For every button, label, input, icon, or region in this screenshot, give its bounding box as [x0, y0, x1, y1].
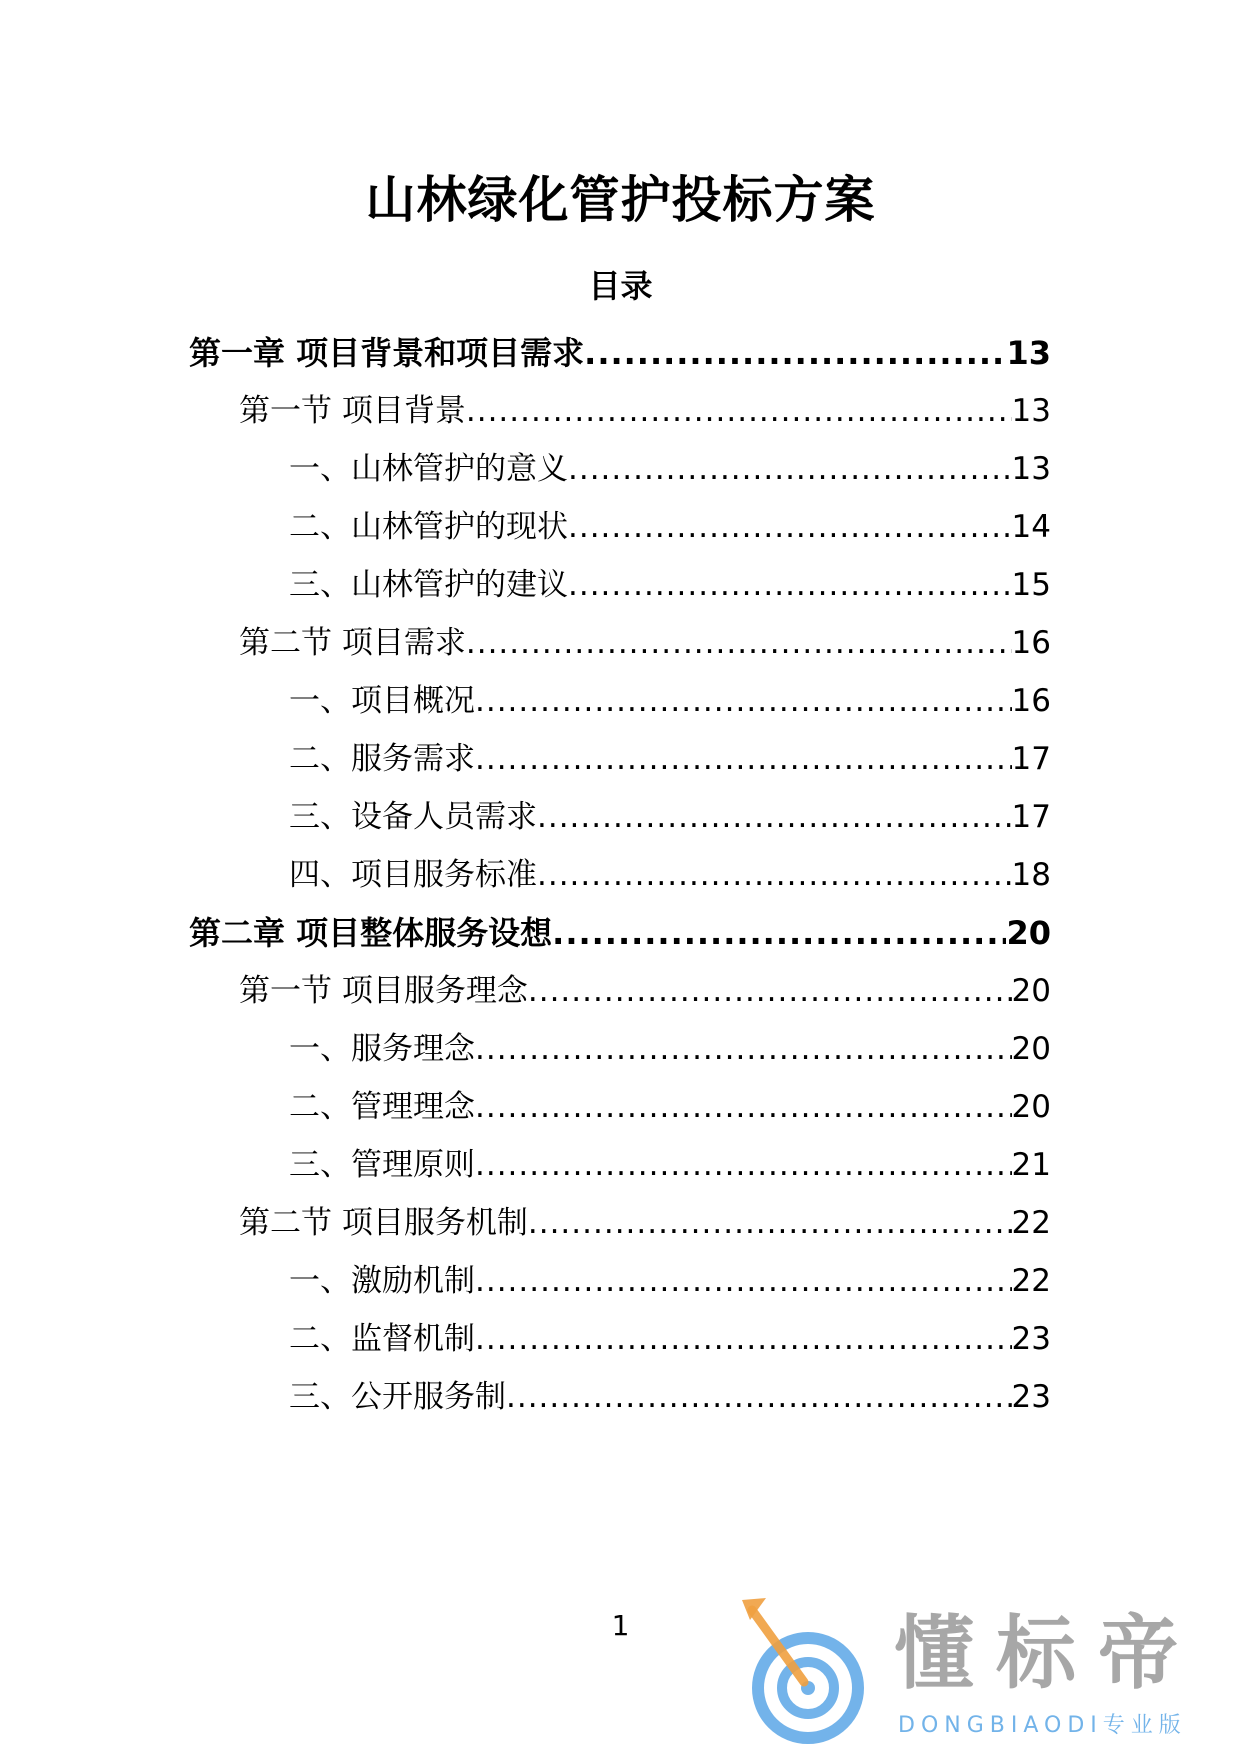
toc-dot-leader: [466, 620, 1012, 666]
toc-entry-text: 第一节 项目服务理念: [239, 973, 528, 1009]
toc-dot-leader: [568, 562, 1012, 608]
toc-entry-page: 23: [1011, 1321, 1051, 1357]
watermark-brand: 懂标帝: [894, 1607, 1200, 1700]
toc-dot-leader: [568, 446, 1012, 492]
toc-entry-subsection[interactable]: [289, 794, 1051, 840]
toc-entry-page: 15: [1011, 567, 1051, 603]
toc-dot-leader: [537, 794, 1012, 840]
toc-entry-subsection[interactable]: [289, 504, 1051, 550]
toc-entry-text: 第二章 项目整体服务设想: [189, 914, 553, 952]
toc-heading: 目录: [588, 267, 653, 305]
toc-entry-page: 18: [1011, 857, 1051, 893]
toc-dot-leader: [568, 504, 1012, 550]
toc-dot-leader: [552, 910, 1006, 956]
toc-entry-page: 13: [1011, 451, 1051, 487]
toc-entry-section[interactable]: [239, 620, 1051, 666]
toc-dot-leader: [528, 1200, 1012, 1246]
page-number: 1: [611, 1609, 630, 1642]
toc-entry-text: 二、管理理念: [289, 1089, 475, 1125]
toc-entry-page: 20: [1011, 973, 1051, 1009]
toc-entry-page: 22: [1011, 1263, 1051, 1299]
toc-entry-page: 20: [1011, 1089, 1051, 1125]
toc-entry-text: 二、监督机制: [289, 1321, 475, 1357]
target-arrow-icon: [742, 1594, 870, 1752]
toc-entry-text: 一、服务理念: [289, 1031, 475, 1067]
toc-entry-subsection[interactable]: [289, 736, 1051, 782]
toc-entry-page: 14: [1011, 509, 1051, 545]
toc-entry-text: 三、公开服务制: [289, 1379, 506, 1415]
toc-dot-leader: [475, 1258, 1012, 1304]
toc-entry-subsection[interactable]: [289, 1026, 1051, 1072]
toc-entry-page: 13: [1006, 334, 1051, 372]
toc-entry-subsection[interactable]: [289, 446, 1051, 492]
toc-entry-page: 23: [1011, 1379, 1051, 1415]
watermark-subtitle: DONGBIAODI专业版: [898, 1713, 1187, 1738]
toc-dot-leader: [584, 330, 1006, 376]
document-title: 山林绿化管护投标方案: [365, 171, 876, 229]
toc-entry-page: 13: [1011, 393, 1051, 429]
toc-entry-text: 一、激励机制: [289, 1263, 475, 1299]
toc-entry-subsection[interactable]: [289, 852, 1051, 898]
toc-entry-page: 16: [1011, 625, 1051, 661]
toc-entry-page: 17: [1011, 799, 1051, 835]
toc-dot-leader: [475, 1142, 1012, 1188]
toc-entry-text: 第一章 项目背景和项目需求: [189, 334, 585, 372]
toc-entry-subsection[interactable]: [289, 678, 1051, 724]
toc-entry-page: 21: [1011, 1147, 1051, 1183]
toc-dot-leader: [528, 968, 1012, 1014]
toc-entry-subsection[interactable]: [289, 1084, 1051, 1130]
toc-entry-page: 20: [1011, 1031, 1051, 1067]
toc-entry-subsection[interactable]: [289, 1258, 1051, 1304]
toc-entry-page: 16: [1011, 683, 1051, 719]
toc-dot-leader: [475, 1026, 1012, 1072]
toc-dot-leader: [466, 388, 1012, 434]
toc-entry-chapter-2[interactable]: [189, 910, 1051, 956]
toc-entry-page: 22: [1011, 1205, 1051, 1241]
toc-dot-leader: [475, 736, 1012, 782]
toc-entry-text: 一、山林管护的意义: [289, 451, 568, 487]
toc-dot-leader: [506, 1374, 1012, 1420]
toc-entry-subsection[interactable]: [289, 1374, 1051, 1420]
toc-entry-chapter-1[interactable]: [189, 330, 1051, 376]
toc-entry-subsection[interactable]: [289, 1316, 1051, 1362]
toc-entry-text: 二、服务需求: [289, 741, 475, 777]
toc-entry-section[interactable]: [239, 968, 1051, 1014]
toc-dot-leader: [537, 852, 1012, 898]
toc-entry-text: 第二节 项目需求: [239, 625, 466, 661]
watermark-logo: [742, 1594, 1228, 1752]
toc-dot-leader: [475, 1316, 1012, 1362]
toc-entry-text: 二、山林管护的现状: [289, 509, 568, 545]
toc-entry-text: 三、山林管护的建议: [289, 567, 568, 603]
toc-dot-leader: [475, 1084, 1012, 1130]
toc-dot-leader: [475, 678, 1012, 724]
toc-entry-text: 一、项目概况: [289, 683, 475, 719]
toc-entry-text: 第一节 项目背景: [239, 393, 466, 429]
toc-entry-page: 20: [1006, 914, 1051, 952]
toc-entry-subsection[interactable]: [289, 562, 1051, 608]
toc-entry-text: 三、管理原则: [289, 1147, 475, 1183]
toc-entry-subsection[interactable]: [289, 1142, 1051, 1188]
toc-entry-text: 三、设备人员需求: [289, 799, 537, 835]
toc-entry-section[interactable]: [239, 388, 1051, 434]
toc-entry-page: 17: [1011, 741, 1051, 777]
toc-entry-text: 第二节 项目服务机制: [239, 1205, 528, 1241]
toc-entry-text: 四、项目服务标准: [289, 857, 537, 893]
toc-entry-section[interactable]: [239, 1200, 1051, 1246]
